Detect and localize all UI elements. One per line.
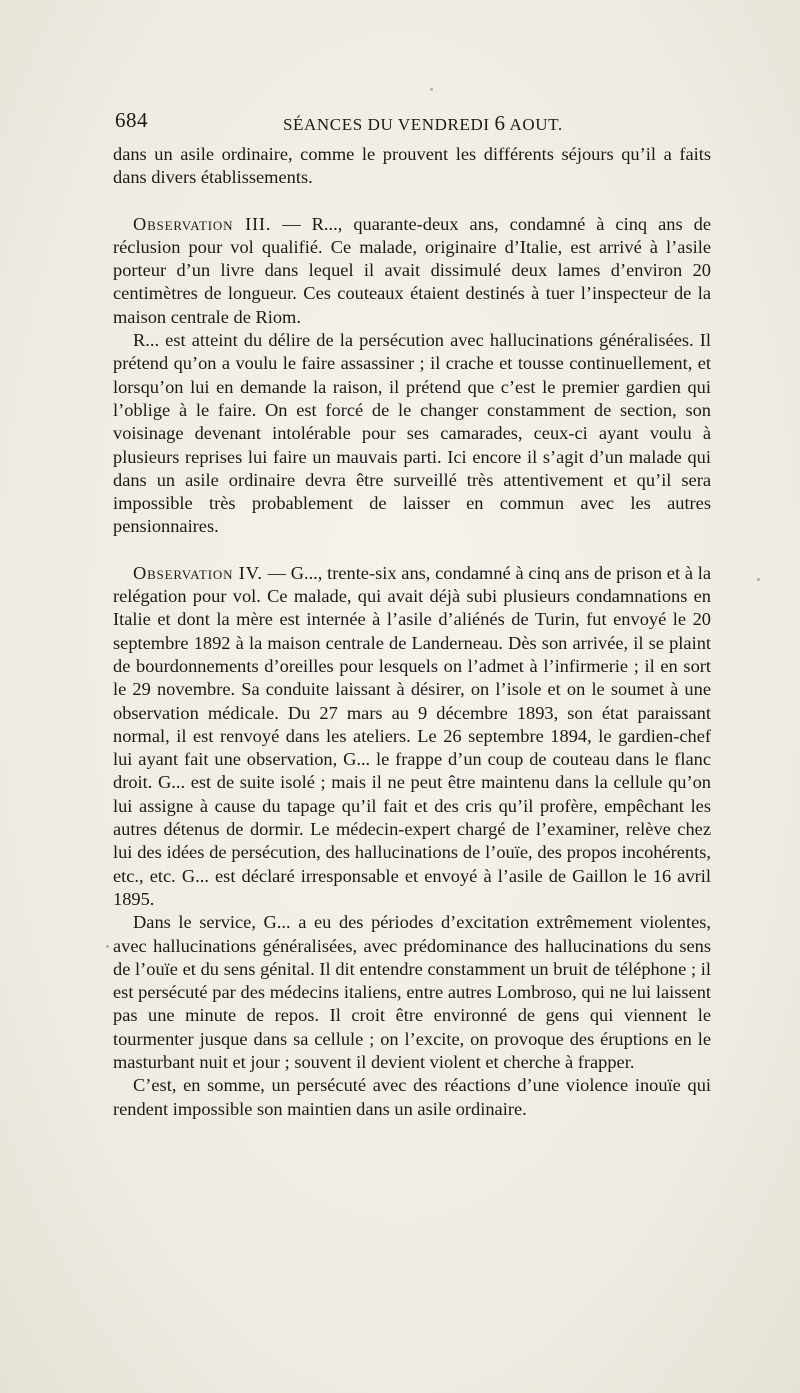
paper-speck (106, 945, 109, 948)
observation-text: — G..., trente-six ans, condamné à cinq ans de prison et à la relégation pour vol. Ce malade, qui avait déjà subi plusieurs condamnations en Italie et dont la mère est internée à l’asile d’aliénés de Turin, fut envoyé le 20 septembre 1892 à la maison centrale de Landerneau. Dès son arrivée, il se plaint de bourdonnements d’oreilles pour lesquels on l’admet à l’infirmerie ; il en sort le 29 novembre. Sa conduite laissant à désirer, on l’isole et on le soumet à une observation médicale. Du 27 mars au 9 décembre 1893, son état paraissant normal, il est renvoyé dans les ateliers. Le 26 septembre 1894, le gardien-chef lui ayant fait une observation, G... le frappe d’un coup de couteau dans le flanc droit. G... est de suite isolé ; mais il ne peut être maintenu dans la cellule qu’on lui assigne à cause du tapage qu’il fait et des cris qu’il profère, empêchant les autres détenus de dormir. Le médecin-expert chargé de l’examiner, relève chez lui des idées de persécution, des hallucinations de l’ouïe, des propos incohérents, etc., etc. G... est déclaré irresponsable et envoyé à l’asile de Gaillon le 16 avril 1895. (113, 562, 711, 909)
observation-heading: Observation IV. (133, 562, 263, 583)
running-title-prefix: SÉANCES DU VENDREDI (283, 115, 495, 134)
paper-speck (757, 578, 760, 581)
observation-text: — R..., quarante-deux ans, condamné à cinq ans de réclusion pour vol qualifié. Ce malade, originaire d’Italie, est arrivé à l’asile porteur d’un livre dans lequel il avait dissimulé deux lames d’environ 20 centimètres de longueur. Ces couteaux étaient destinés à tuer l’inspecteur de la maison centrale de Riom. (113, 213, 711, 327)
paragraph-conclusion: C’est, en somme, un persécuté avec des réactions d’une violence inouïe qui rendent impossible son maintien dans un asile ordinaire. (113, 1075, 711, 1119)
paragraph-continuation: dans un asile ordinaire, comme le prouvent les différents séjours qu’il a faits dans divers établissements. (113, 144, 711, 188)
paragraph-observation-3 (113, 213, 711, 329)
running-title-suffix: AOUT. (505, 115, 563, 134)
paragraph-observation-4 (113, 562, 711, 911)
observation-heading: Observation III. (133, 213, 272, 234)
paragraph: Dans le service, G... a eu des périodes d’excitation extrêmement violentes, avec hallucinations généralisées, avec prédominance des hallucinations du sens de l’ouïe et du sens génital. Il dit entendre constamment un bruit de téléphone ; il est persécuté par des médecins italiens, entre autres Lombroso, qui ne lui laissent pas une minute de repos. Il croit être environné de gens qui viennent le tourmenter jusque dans sa cellule ; on l’excite, on provoque des éruptions en le masturbant nuit et jour ; souvent il devient violent et cherche à frapper. (113, 912, 711, 1072)
running-title (283, 111, 563, 136)
paper-speck (430, 88, 433, 91)
body-text (113, 143, 711, 1121)
running-title-day: 6 (494, 111, 506, 135)
paragraph: R... est atteint du délire de la persécution avec hallucinations généralisées. Il prétend qu’on a voulu le faire assassiner ; il crache et tousse continuellement, et lorsqu’on lui en demande la raison, il prétend que c’est le premier gardien qui l’oblige à le faire. On est forcé de le changer constamment de section, son voisinage devenant intolérable pour ses camarades, ceux-ci ayant voulu à plusieurs reprises lui faire un mauvais parti. Ici encore il s’agit d’un malade qui dans un asile ordinaire devra être surveillé très attentivement et qu’il sera impossible très probablement de laisser en commun avec les autres pensionnaires. (113, 330, 711, 537)
page-number: 684 (115, 108, 148, 132)
running-header (115, 108, 710, 138)
